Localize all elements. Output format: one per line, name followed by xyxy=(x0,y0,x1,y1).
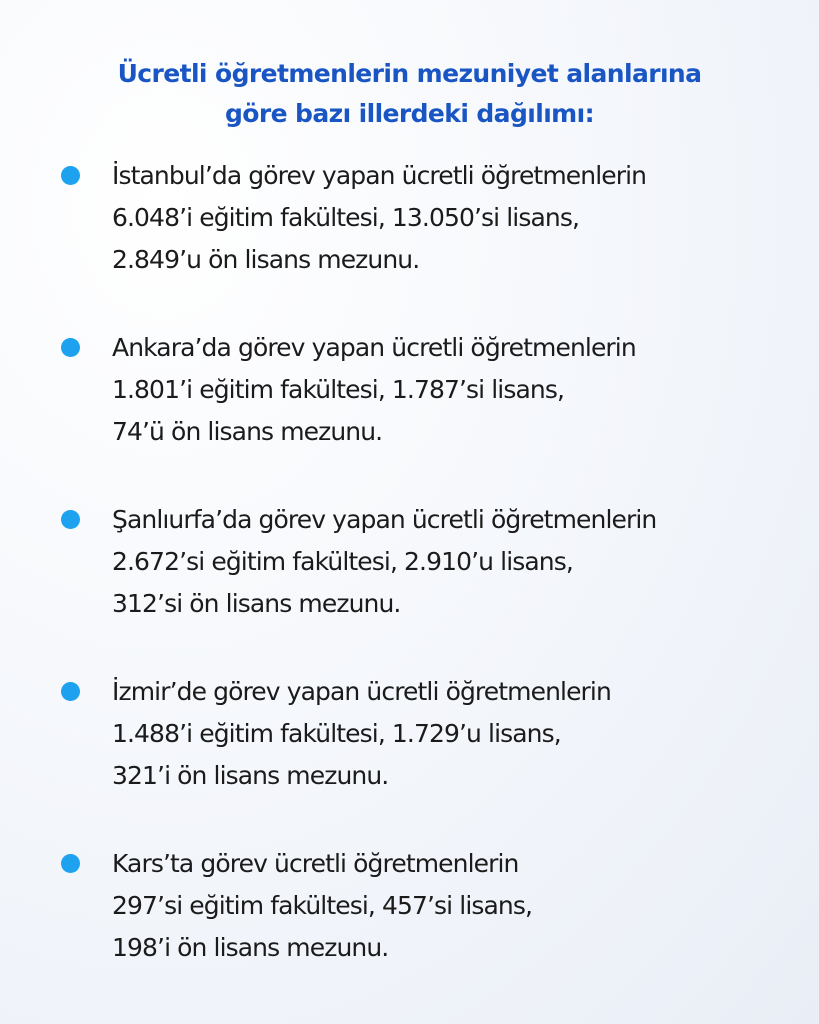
statistics-list xyxy=(0,155,819,1015)
list-item-kars xyxy=(0,843,819,1015)
list-item-text xyxy=(112,327,792,453)
bullet-dot-icon xyxy=(61,682,80,701)
bullet-dot-icon xyxy=(61,338,80,357)
list-item-line: 312’si ön lisans mezunu. xyxy=(112,589,401,618)
list-item-line: Kars’ta görev ücretli öğretmenlerin xyxy=(112,849,519,878)
list-item-line: 1.801’i eğitim fakültesi, 1.787’si lisans, xyxy=(112,375,565,404)
list-item-text xyxy=(112,499,792,625)
list-item-line: 6.048’i eğitim fakültesi, 13.050’si lisans, xyxy=(112,203,580,232)
list-item-ankara xyxy=(0,327,819,499)
list-item-line: 321’i ön lisans mezunu. xyxy=(112,761,389,790)
bullet-dot-icon xyxy=(61,854,80,873)
list-item-text xyxy=(112,671,792,797)
list-item-izmir xyxy=(0,671,819,843)
list-item-line: İstanbul’da görev yapan ücretli öğretmenlerin xyxy=(112,161,647,190)
list-item-line: Ankara’da görev yapan ücretli öğretmenlerin xyxy=(112,333,636,362)
bullet-dot-icon xyxy=(61,510,80,529)
list-item-line: 2.672’si eğitim fakültesi, 2.910’u lisans, xyxy=(112,547,573,576)
list-item-line: 2.849’u ön lisans mezunu. xyxy=(112,245,420,274)
list-item-line: 1.488’i eğitim fakültesi, 1.729’u lisans, xyxy=(112,719,561,748)
list-item-text xyxy=(112,843,792,969)
title-line-2: göre bazı illerdeki dağılımı: xyxy=(225,99,594,128)
bullet-dot-icon xyxy=(61,166,80,185)
list-item-line: 198’i ön lisans mezunu. xyxy=(112,933,389,962)
list-item-line: Şanlıurfa’da görev yapan ücretli öğretmenlerin xyxy=(112,505,657,534)
list-item-sanliurfa xyxy=(0,499,819,671)
list-item-line: İzmir’de görev yapan ücretli öğretmenlerin xyxy=(112,677,611,706)
title-line-1: Ücretli öğretmenlerin mezuniyet alanlarına xyxy=(117,59,702,88)
list-item-text xyxy=(112,155,792,281)
list-item-istanbul xyxy=(0,155,819,327)
page-title xyxy=(40,54,779,134)
list-item-line: 74’ü ön lisans mezunu. xyxy=(112,417,383,446)
list-item-line: 297’si eğitim fakültesi, 457’si lisans, xyxy=(112,891,533,920)
